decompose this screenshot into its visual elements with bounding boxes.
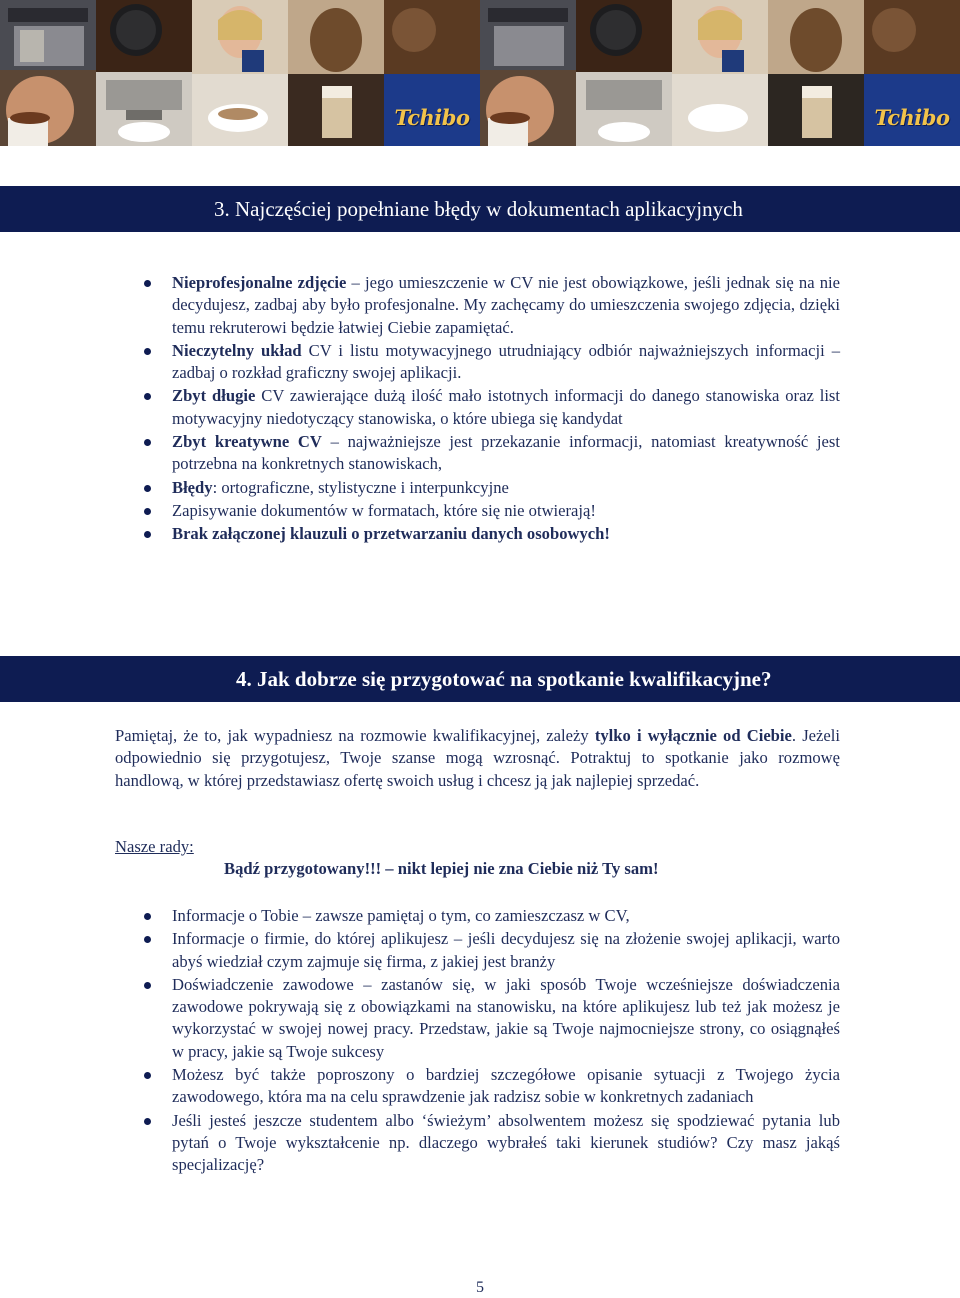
list-item: Zbyt długie CV zawierające dużą ilość mało istotnych informacji do danego stanowiska oraz list motywacyjny niedotyczący stanowiska, o które ubiega się kandydat	[172, 385, 840, 430]
banner-photo-cafe-woman	[480, 0, 576, 146]
advice-headline: Bądź przygotowany!!! – nikt lepiej nie zna Ciebie niż Ty sam!	[224, 859, 659, 878]
list-item: Nieprofesjonalne zdjęcie – jego umieszczenie w CV nie jest obowiązkowe, jeśli jednak się na nie decydujesz, zadbaj aby było profesjonalne. My zachęcamy do umieszczenia swojego zdjęcia, dzięki temu rekruterowi będzie łatwiej Ciebie zapamiętać.	[172, 272, 840, 339]
banner-logo-tile	[864, 0, 960, 146]
advice-list	[172, 905, 840, 1178]
list-item: Błędy: ortograficzne, stylistyczne i interpunkcyjne	[172, 477, 840, 499]
list-item: Brak załączonej klauzuli o przetwarzaniu danych osobowych!	[172, 523, 840, 545]
banner-photo-cafe-woman	[0, 0, 96, 146]
list-item: Informacje o Tobie – zawsze pamiętaj o tym, co zamieszczasz w CV,	[172, 905, 840, 927]
list-item: Nieczytelny układ CV i listu motywacyjnego utrudniający odbiór najważniejszych informacji – zadbaj o rozkład graficzny swojej aplikacji.	[172, 340, 840, 385]
list-item: Zapisywanie dokumentów w formatach, które się nie otwierają!	[172, 500, 840, 522]
list-item: Informacje o firmie, do której aplikujesz – jeśli decydujesz się na złożenie swojej aplikacji, warto abyś wiedział czym zajmuje się firma, z jakiej jest branży	[172, 928, 840, 973]
list-item: Doświadczenie zawodowe – zastanów się, w jaki sposób Twoje wcześniejsze doświadczenia zawodowe pokrywają się z obowiązkami na stanowisku, na które aplikujesz lub też jak możesz je wykorzystać w swojej nowej pracy. Przedstaw, jakie są Twoje najmocniejsze strony, co osiągnąłeś w pracy, jakie są Twoje sukcesy	[172, 974, 840, 1063]
tchibo-logo: Tchibo	[874, 105, 950, 130]
list-item: Zbyt kreatywne CV – najważniejsze jest przekazanie informacji, natomiast kreatywność jest potrzebna na konkretnych stanowiskach,	[172, 431, 840, 476]
banner-photo-grinder-latte	[288, 0, 384, 146]
banner-photo-espresso	[576, 0, 672, 146]
tchibo-logo: Tchibo	[394, 105, 470, 130]
banner-logo-tile	[384, 0, 480, 146]
banner-photo-woman-cups	[192, 0, 288, 146]
section-4-header: 4. Jak dobrze się przygotować na spotkanie kwalifikacyjne?	[0, 656, 960, 702]
list-item: Możesz być także poproszony o bardziej szczegółowe opisanie sytuacji z Twojego życia zawodowego, która ma na celu sprawdzenie jak radzisz sobie w konkretnych zadaniach	[172, 1064, 840, 1109]
photo-banner	[0, 0, 960, 146]
banner-photo-espresso	[96, 0, 192, 146]
list-item: Jeśli jesteś jeszcze studentem albo ‘świeżym’ absolwentem możesz się spodziewać pytania lub pytań o Twoje wykształcenie np. dlaczego wybrałeś taki kierunek studiów? Czy masz jakąś specjalizację?	[172, 1110, 840, 1177]
advice-label: Nasze rady:	[115, 837, 194, 856]
section-3-header: 3. Najczęściej popełniane błędy w dokumentach aplikacyjnych	[0, 186, 960, 232]
errors-list	[172, 272, 840, 547]
banner-photo-woman-cups	[672, 0, 768, 146]
page-number: 5	[476, 1279, 484, 1296]
intro-paragraph: Pamiętaj, że to, jak wypadniesz na rozmowie kwalifikacyjnej, zależy tylko i wyłącznie od Ciebie. Jeżeli odpowiednio się przygotujesz, Twoje szanse mogą wzrosnąć. Potraktuj to spotkanie jako rozmowę handlową, w której przedstawiasz ofertę swoich usług i chcesz ją jak najlepiej sprzedać.	[115, 726, 840, 790]
banner-photo-grinder-latte	[768, 0, 864, 146]
